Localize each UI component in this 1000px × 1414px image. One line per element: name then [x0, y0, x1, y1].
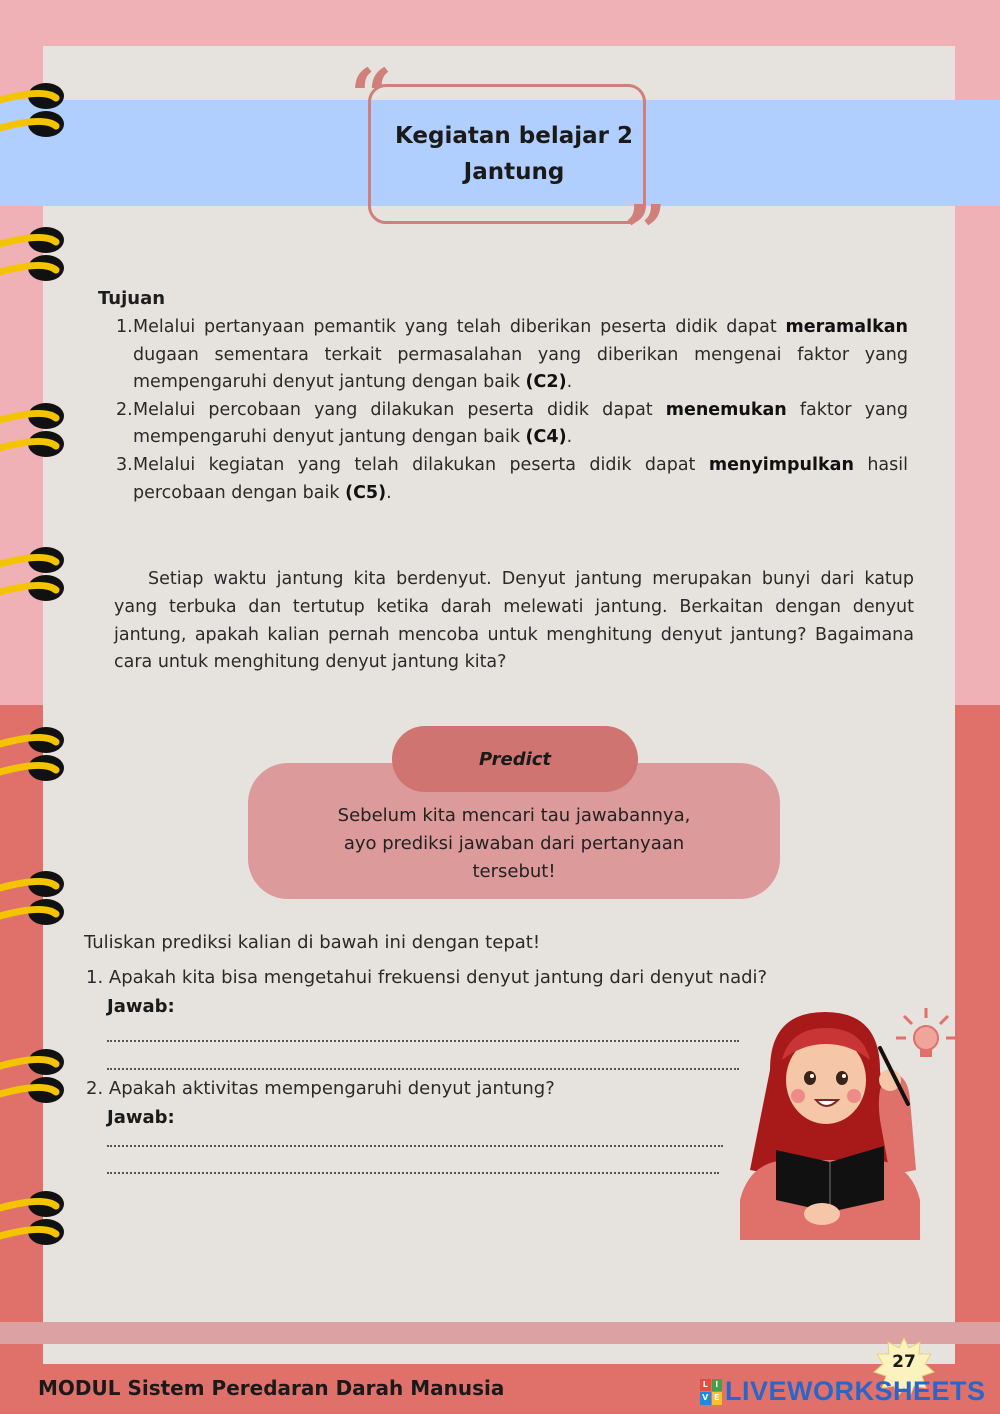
objective-text: Melalui kegiatan yang telah dilakukan peserta didik dapat: [133, 454, 709, 475]
objective-text: dugaan sementara terkait permasalahan yang diberikan mengenai faktor yang mempengaruhi denyut jantung dengan baik: [133, 344, 908, 393]
objective-list: [112, 314, 908, 507]
answer-label-1: Jawab:: [107, 996, 175, 1017]
spiral-ring-icon: [0, 542, 72, 606]
objective-text: Melalui pertanyaan pemantik yang telah diberikan peserta didik dapat: [133, 317, 786, 337]
predict-text: [268, 802, 760, 886]
objective-end: .: [566, 372, 573, 393]
open-quote-icon: “: [350, 54, 393, 140]
objective-level: (C4): [525, 427, 567, 448]
spiral-ring-icon: [0, 398, 72, 462]
module-title: MODUL Sistem Peredaran Darah Manusia: [38, 1376, 505, 1400]
objective-level: (C2): [525, 372, 567, 393]
liveworksheets-text: LIVEWORKSHEETS: [725, 1376, 986, 1406]
answer-line-1b[interactable]: [107, 1068, 739, 1070]
logo-letter: V: [700, 1392, 711, 1405]
tujuan-heading: Tujuan: [98, 288, 166, 309]
logo-letter: E: [712, 1392, 723, 1405]
spiral-ring-icon: [0, 222, 72, 286]
question-2: 2. Apakah aktivitas mempengaruhi denyut jantung?: [86, 1078, 555, 1099]
objective-keyword: meramalkan: [785, 317, 908, 337]
objective-number: 3.: [116, 454, 133, 475]
answer-line-2b[interactable]: [107, 1172, 719, 1174]
page-title: [368, 118, 660, 190]
objective-end: .: [386, 482, 392, 503]
title-line-1: Kegiatan belajar 2: [394, 123, 633, 149]
spiral-ring-icon: [0, 1044, 72, 1108]
spiral-ring-icon: [0, 722, 72, 786]
answer-line-1a[interactable]: [107, 1040, 739, 1042]
answer-label-2: Jawab:: [107, 1107, 175, 1128]
logo-letter: I: [712, 1379, 723, 1392]
objective-text: Melalui percobaan yang dilakukan peserta didik dapat: [133, 399, 666, 420]
logo-letter: L: [700, 1379, 711, 1392]
objective-keyword: menyimpulkan: [708, 454, 854, 475]
objective-item: [112, 314, 908, 397]
spiral-ring-icon: [0, 866, 72, 930]
objective-text: hasil percobaan dengan baik: [133, 454, 908, 503]
instruction-text: Tuliskan prediksi kalian di bawah ini dengan tepat!: [84, 932, 541, 953]
predict-line: tersebut!: [472, 861, 556, 882]
footer-band: [0, 1322, 1000, 1344]
predict-line: Sebelum kita mencari tau jawabannya,: [337, 805, 691, 826]
objective-number: 2.: [116, 399, 133, 420]
close-quote-icon: ”: [624, 190, 667, 276]
objective-end: .: [566, 427, 573, 448]
title-line-2: Jantung: [463, 159, 565, 185]
objective-text: faktor yang mempengaruhi denyut jantung dengan baik: [133, 399, 908, 448]
answer-line-2a[interactable]: [107, 1145, 723, 1147]
question-1: 1. Apakah kita bisa mengetahui frekuensi denyut jantung dari denyut nadi?: [86, 967, 768, 988]
liveworksheets-logo-icon: [700, 1379, 722, 1405]
objective-item: [112, 452, 908, 507]
predict-line: ayo prediksi jawaban dari pertanyaan: [343, 833, 685, 854]
predict-label: Predict: [392, 726, 638, 792]
objective-level: (C5): [345, 482, 387, 503]
girl-reading-illustration-icon: [730, 1000, 960, 1250]
intro-paragraph: Setiap waktu jantung kita berdenyut. Denyut jantung merupakan bunyi dari katup yang terbuka dan tertutup ketika darah melewati jantung. Berkaitan dengan denyut jantung, apakah kalian pernah mencoba untuk menghitung denyut jantung? Bagaimana cara untuk menghitung denyut jantung kita?: [114, 569, 914, 673]
page-number: 27: [892, 1352, 916, 1372]
objective-keyword: menemukan: [665, 399, 787, 420]
spiral-ring-icon: [0, 78, 72, 142]
spiral-ring-icon: [0, 1186, 72, 1250]
objective-item: [112, 397, 908, 452]
liveworksheets-brand[interactable]: [700, 1376, 986, 1407]
objective-number: 1.: [116, 317, 133, 337]
